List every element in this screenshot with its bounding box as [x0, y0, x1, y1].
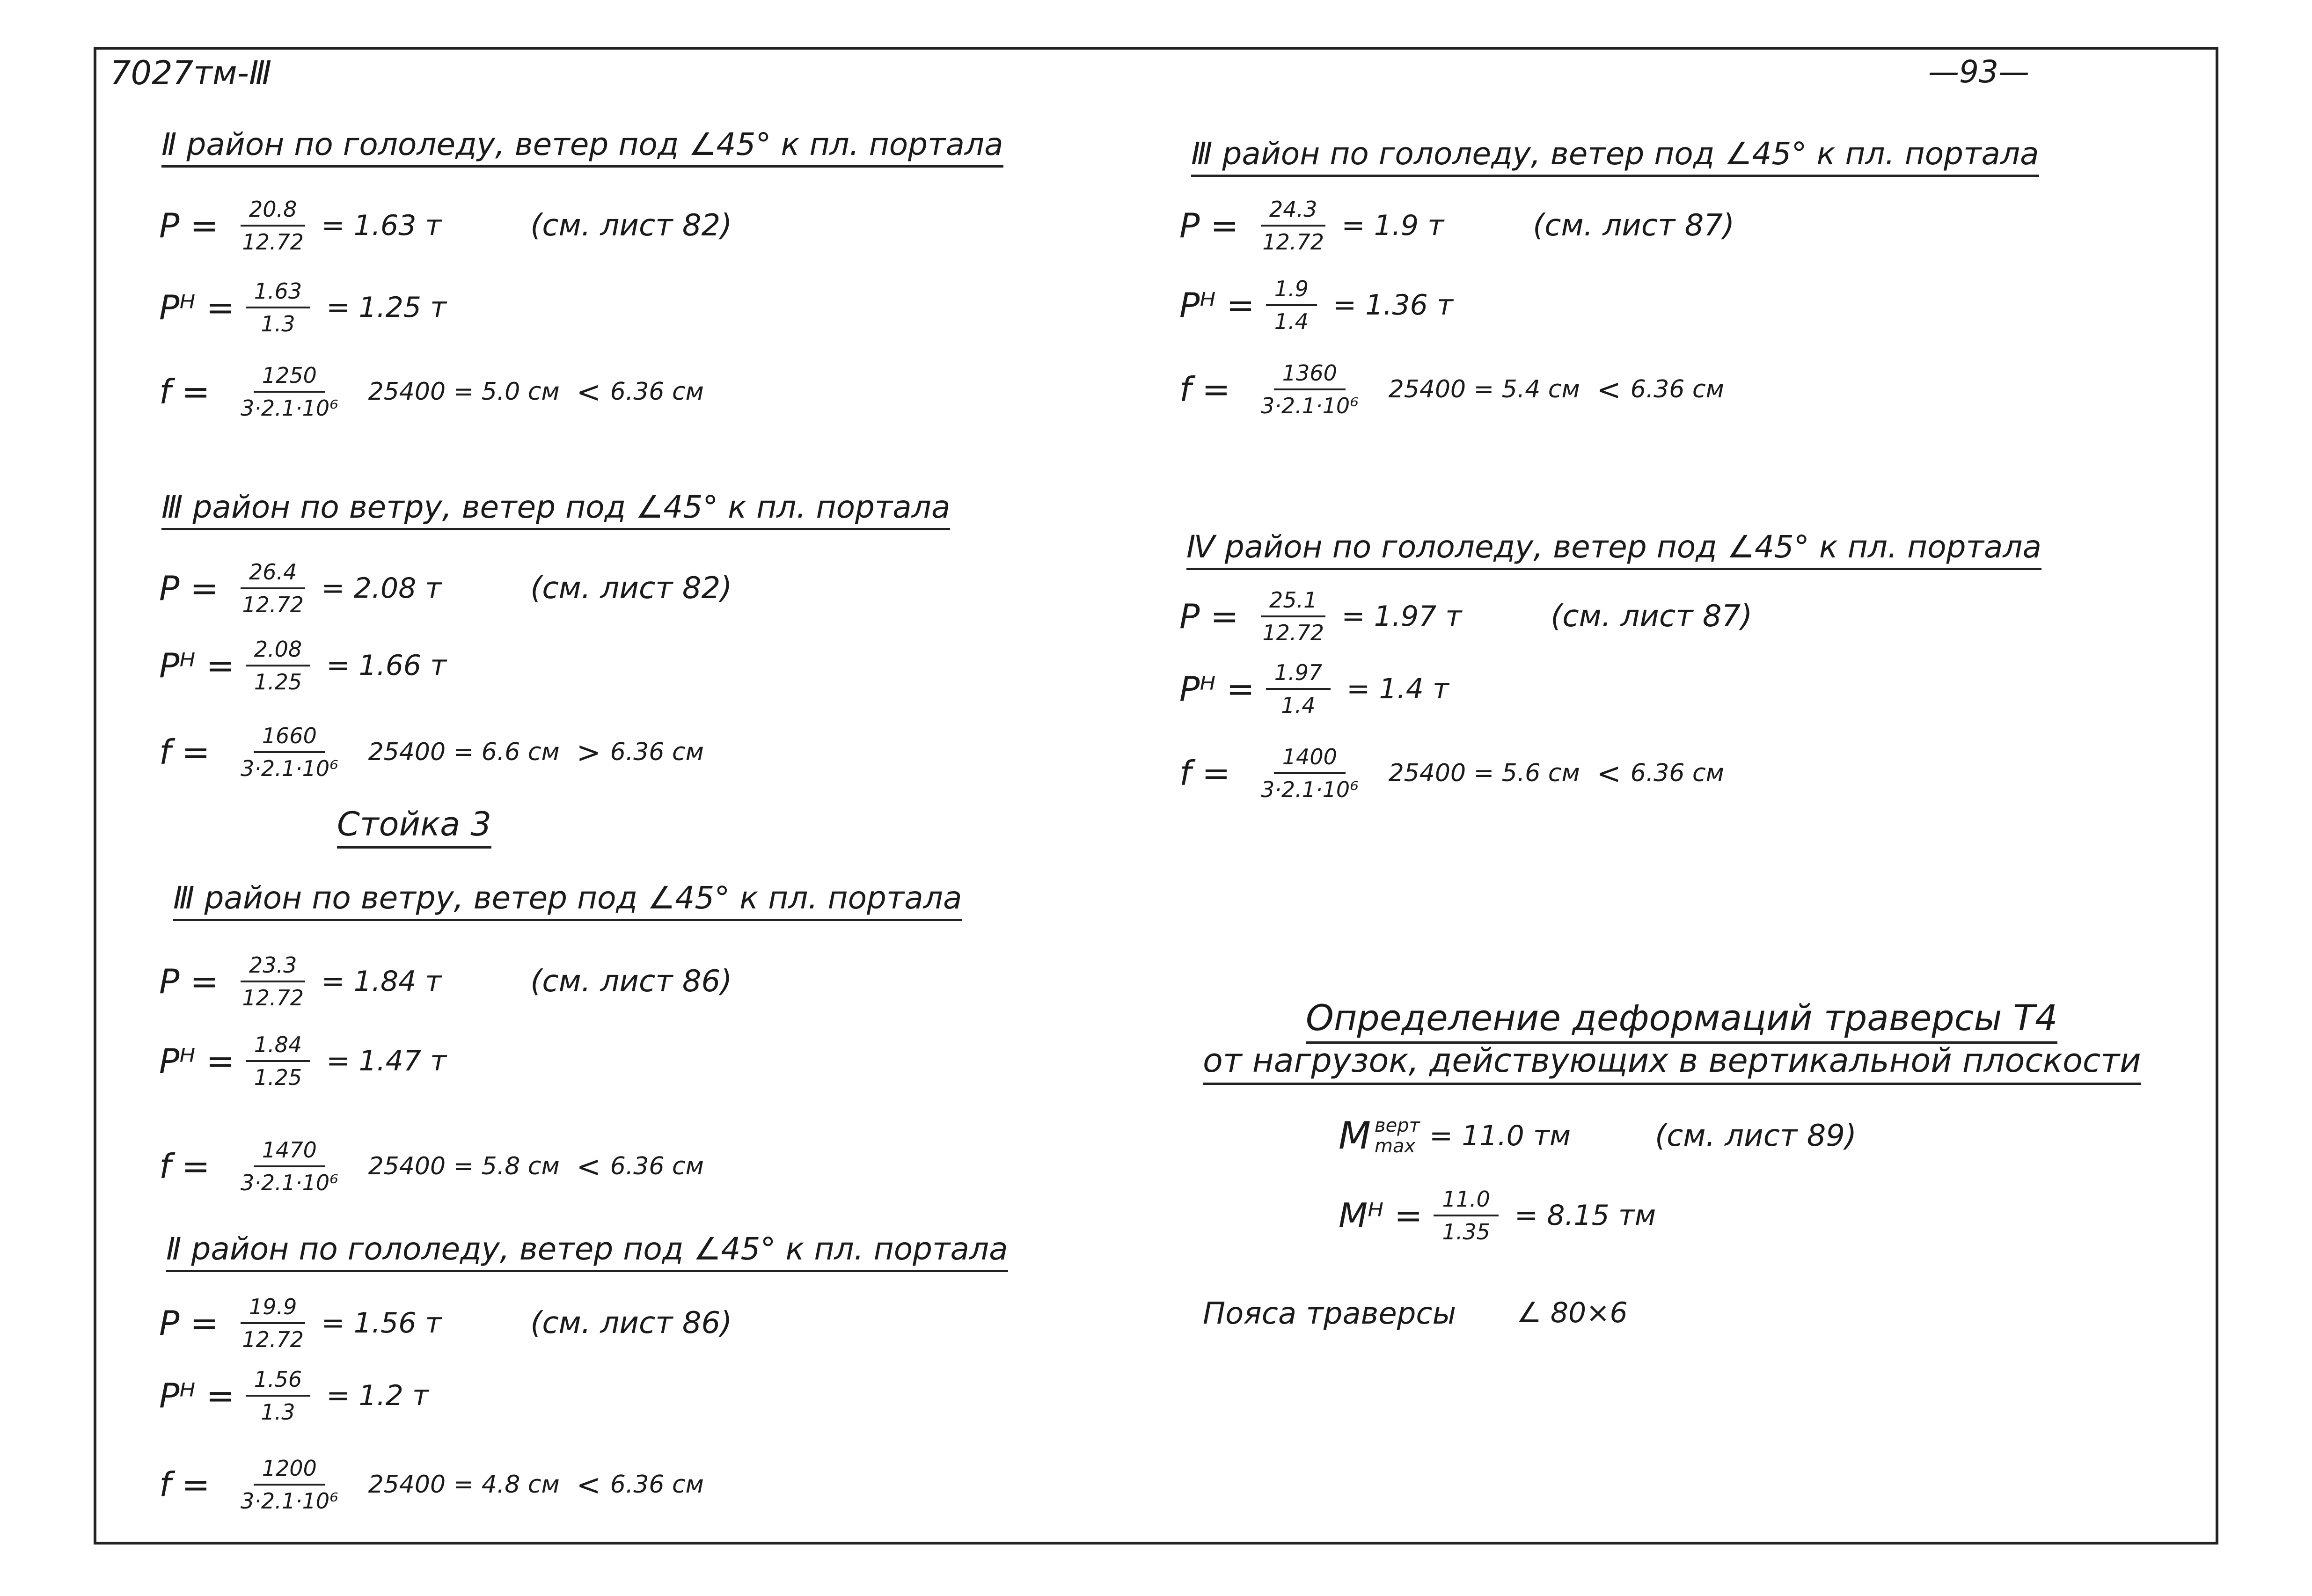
comparison-sign: >	[576, 735, 601, 769]
denominator: 12.72	[242, 1327, 304, 1352]
result: = 8.15 тм	[1514, 1199, 1656, 1232]
deformation-title-line2: от нагрузок, действующих в вертикальной плоскости	[1203, 1041, 2141, 1085]
formula-pn-right-1	[1179, 276, 1453, 334]
formula-lhs: f =	[1179, 754, 1230, 793]
denominator: 12.72	[1262, 229, 1324, 255]
fraction	[1266, 276, 1317, 334]
numerator: 1.97	[1266, 660, 1331, 690]
subtitle-stoyka: Стойка 3	[337, 805, 491, 849]
formula-f-left-2	[159, 723, 704, 781]
numerator: 26.4	[241, 559, 305, 589]
denominator: 1.35	[1442, 1219, 1490, 1245]
formula-lhs: P =	[159, 569, 219, 608]
formula-moment-normative	[1339, 1186, 1656, 1245]
heading-left-1: Ⅱ район по гололеду, ветер под ∠45° к пл. портала	[161, 126, 1003, 168]
fraction	[1261, 744, 1359, 802]
sheet-reference: (см. лист 89)	[1655, 1118, 1857, 1153]
formula-lhs: f =	[159, 1465, 210, 1504]
denominator: 1.4	[1274, 309, 1309, 334]
fraction	[246, 278, 310, 337]
denominator: 3·2.1·10⁶	[1261, 393, 1359, 418]
numerator: 19.9	[241, 1294, 305, 1324]
deflection-limit: 6.36 см	[610, 738, 704, 766]
denominator: 12.72	[242, 985, 304, 1010]
numerator: 1400	[1274, 744, 1346, 774]
numerator: 20.8	[241, 197, 305, 227]
formula-lhs: Mᴴ =	[1339, 1196, 1423, 1235]
denominator: 1.3	[261, 311, 295, 337]
fraction	[241, 723, 338, 781]
formula-p-left-4	[159, 1294, 732, 1352]
formula-lhs: Pᴴ =	[159, 646, 234, 685]
fraction	[241, 197, 305, 255]
denominator: 12.72	[242, 229, 304, 255]
numerator: 1360	[1274, 360, 1346, 390]
fraction	[1261, 197, 1325, 255]
deflection-result: 25400 = 5.0 см	[368, 378, 560, 406]
formula-lhs: f =	[159, 1147, 210, 1186]
numerator: 1.84	[246, 1032, 310, 1062]
deflection-limit: 6.36 см	[610, 378, 704, 406]
result: = 11.0 тм	[1429, 1119, 1571, 1152]
numerator: 2.08	[246, 637, 310, 666]
heading-right-1: Ⅲ район по гололеду, ветер под ∠45° к пл. портала	[1191, 136, 2039, 177]
formula-lhs: Pᴴ =	[1179, 286, 1255, 325]
numerator: 1.56	[246, 1367, 310, 1397]
denominator: 3·2.1·10⁶	[241, 756, 338, 781]
comparison-sign: <	[576, 1149, 601, 1184]
formula-lhs: f =	[159, 732, 210, 772]
fraction	[241, 1456, 338, 1514]
fraction	[1261, 587, 1325, 645]
deflection-result: 25400 = 5.8 см	[368, 1152, 560, 1180]
numerator: 1660	[254, 723, 325, 753]
result: = 1.56 т	[321, 1307, 442, 1340]
numerator: 11.0	[1434, 1186, 1498, 1216]
comparison-sign: <	[576, 374, 601, 409]
numerator: 24.3	[1261, 197, 1325, 227]
moment-subscript: max	[1375, 1135, 1416, 1157]
numerator: 1200	[254, 1456, 325, 1486]
comparison-sign: <	[1596, 372, 1621, 407]
denominator: 1.3	[261, 1399, 295, 1425]
numerator: 1470	[254, 1137, 325, 1167]
fraction	[241, 1294, 305, 1352]
formula-pn-left-2	[159, 637, 446, 695]
numerator: 25.1	[1261, 587, 1325, 617]
formula-p-left-1	[159, 197, 732, 255]
denominator: 1.25	[254, 1065, 302, 1090]
denominator: 3·2.1·10⁶	[241, 1170, 338, 1195]
formula-pn-left-1	[159, 278, 446, 337]
formula-f-left-3	[159, 1137, 704, 1195]
fraction	[1266, 660, 1331, 718]
result: = 1.66 т	[326, 649, 447, 682]
comparison-sign: <	[1596, 756, 1621, 791]
result: = 1.63 т	[321, 209, 442, 242]
formula-lhs: P =	[159, 962, 219, 1001]
formula-f-left-1	[159, 363, 704, 421]
sheet-reference: (см. лист 82)	[530, 208, 732, 243]
sheet-reference: (см. лист 86)	[530, 1306, 732, 1340]
formula-lhs: f =	[1179, 370, 1230, 409]
fraction	[241, 952, 305, 1010]
moment-symbol: M	[1339, 1114, 1371, 1157]
fraction	[246, 1367, 310, 1425]
angle-profile: ∠ 80×6	[1516, 1296, 1628, 1329]
page-number: —93—	[1928, 54, 2029, 90]
formula-p-left-3	[159, 952, 732, 1010]
deflection-limit: 6.36 см	[1630, 759, 1724, 787]
result: = 1.47 т	[326, 1045, 447, 1077]
result: = 1.36 т	[1332, 289, 1453, 322]
formula-lhs: P =	[159, 206, 219, 245]
deflection-result: 25400 = 5.6 см	[1388, 759, 1580, 787]
heading-right-2: Ⅳ район по гололеду, ветер под ∠45° к пл. портала	[1186, 529, 2041, 570]
sheet-reference: (см. лист 82)	[530, 571, 732, 606]
denominator: 3·2.1·10⁶	[241, 1488, 338, 1514]
formula-lhs: f =	[159, 372, 210, 411]
formula-pn-right-2	[1179, 660, 1449, 718]
sheet-reference: (см. лист 87)	[1551, 599, 1753, 634]
result: = 1.25 т	[326, 291, 447, 324]
formula-lhs: Pᴴ =	[1179, 669, 1255, 709]
fraction	[241, 559, 305, 617]
heading-left-4: Ⅱ район по гололеду, ветер под ∠45° к пл. портала	[166, 1231, 1008, 1272]
formula-p-right-2	[1179, 587, 1752, 645]
result: = 1.84 т	[321, 965, 442, 998]
denominator: 12.72	[1262, 620, 1324, 645]
fraction	[246, 1032, 310, 1090]
formula-lhs: P =	[1179, 597, 1239, 636]
denominator: 12.72	[242, 592, 304, 617]
moment-indices	[1375, 1115, 1420, 1157]
deflection-limit: 6.36 см	[610, 1471, 704, 1499]
deflection-result: 25400 = 5.4 см	[1388, 375, 1580, 403]
formula-lhs: Pᴴ =	[159, 1376, 234, 1415]
result: = 1.9 т	[1341, 209, 1444, 242]
deflection-limit: 6.36 см	[610, 1152, 704, 1180]
fraction	[241, 1137, 338, 1195]
numerator: 23.3	[241, 952, 305, 982]
formula-pn-left-3	[159, 1032, 446, 1090]
deflection-result: 25400 = 6.6 см	[368, 738, 560, 766]
deformation-title-line1: Определение деформаций траверсы Т4	[1306, 997, 2057, 1044]
deflection-limit: 6.36 см	[1630, 375, 1724, 403]
deflection-result: 25400 = 4.8 см	[368, 1471, 560, 1499]
denominator: 3·2.1·10⁶	[241, 395, 338, 421]
denominator: 1.4	[1281, 693, 1316, 718]
comparison-sign: <	[576, 1467, 601, 1502]
numerator: 1.9	[1266, 276, 1317, 306]
formula-lhs: P =	[1179, 206, 1239, 245]
fraction	[246, 637, 310, 695]
formula-lhs: P =	[159, 1303, 219, 1343]
numerator: 1250	[254, 363, 325, 393]
sheet-reference: (см. лист 87)	[1533, 208, 1735, 243]
fraction	[1261, 360, 1359, 418]
moment-superscript: верт	[1375, 1114, 1420, 1136]
sheet-reference: (см. лист 86)	[530, 964, 732, 999]
result: = 1.97 т	[1341, 600, 1462, 633]
formula-moment-max	[1339, 1114, 1857, 1157]
belts-label: Пояса траверсы	[1203, 1296, 1456, 1331]
fraction	[1434, 1186, 1498, 1245]
result: = 2.08 т	[321, 572, 442, 605]
heading-left-3: Ⅲ район по ветру, ветер под ∠45° к пл. портала	[173, 880, 962, 921]
formula-f-right-2	[1179, 744, 1724, 802]
formula-lhs: Pᴴ =	[159, 288, 234, 327]
denominator: 1.25	[254, 669, 302, 695]
formula-f-left-4	[159, 1456, 704, 1514]
formula-lhs: Pᴴ =	[159, 1041, 234, 1081]
numerator: 1.63	[246, 278, 310, 308]
formula-p-right-1	[1179, 197, 1734, 255]
result: = 1.4 т	[1346, 673, 1449, 705]
result: = 1.2 т	[326, 1379, 429, 1412]
drawing-code: 7027тм-Ⅲ	[110, 54, 272, 92]
heading-left-2: Ⅲ район по ветру, ветер под ∠45° к пл. портала	[161, 489, 950, 530]
formula-p-left-2	[159, 559, 732, 617]
formula-f-right-1	[1179, 360, 1724, 418]
fraction	[241, 363, 338, 421]
formula-pn-left-4	[159, 1367, 429, 1425]
denominator: 3·2.1·10⁶	[1261, 777, 1359, 802]
